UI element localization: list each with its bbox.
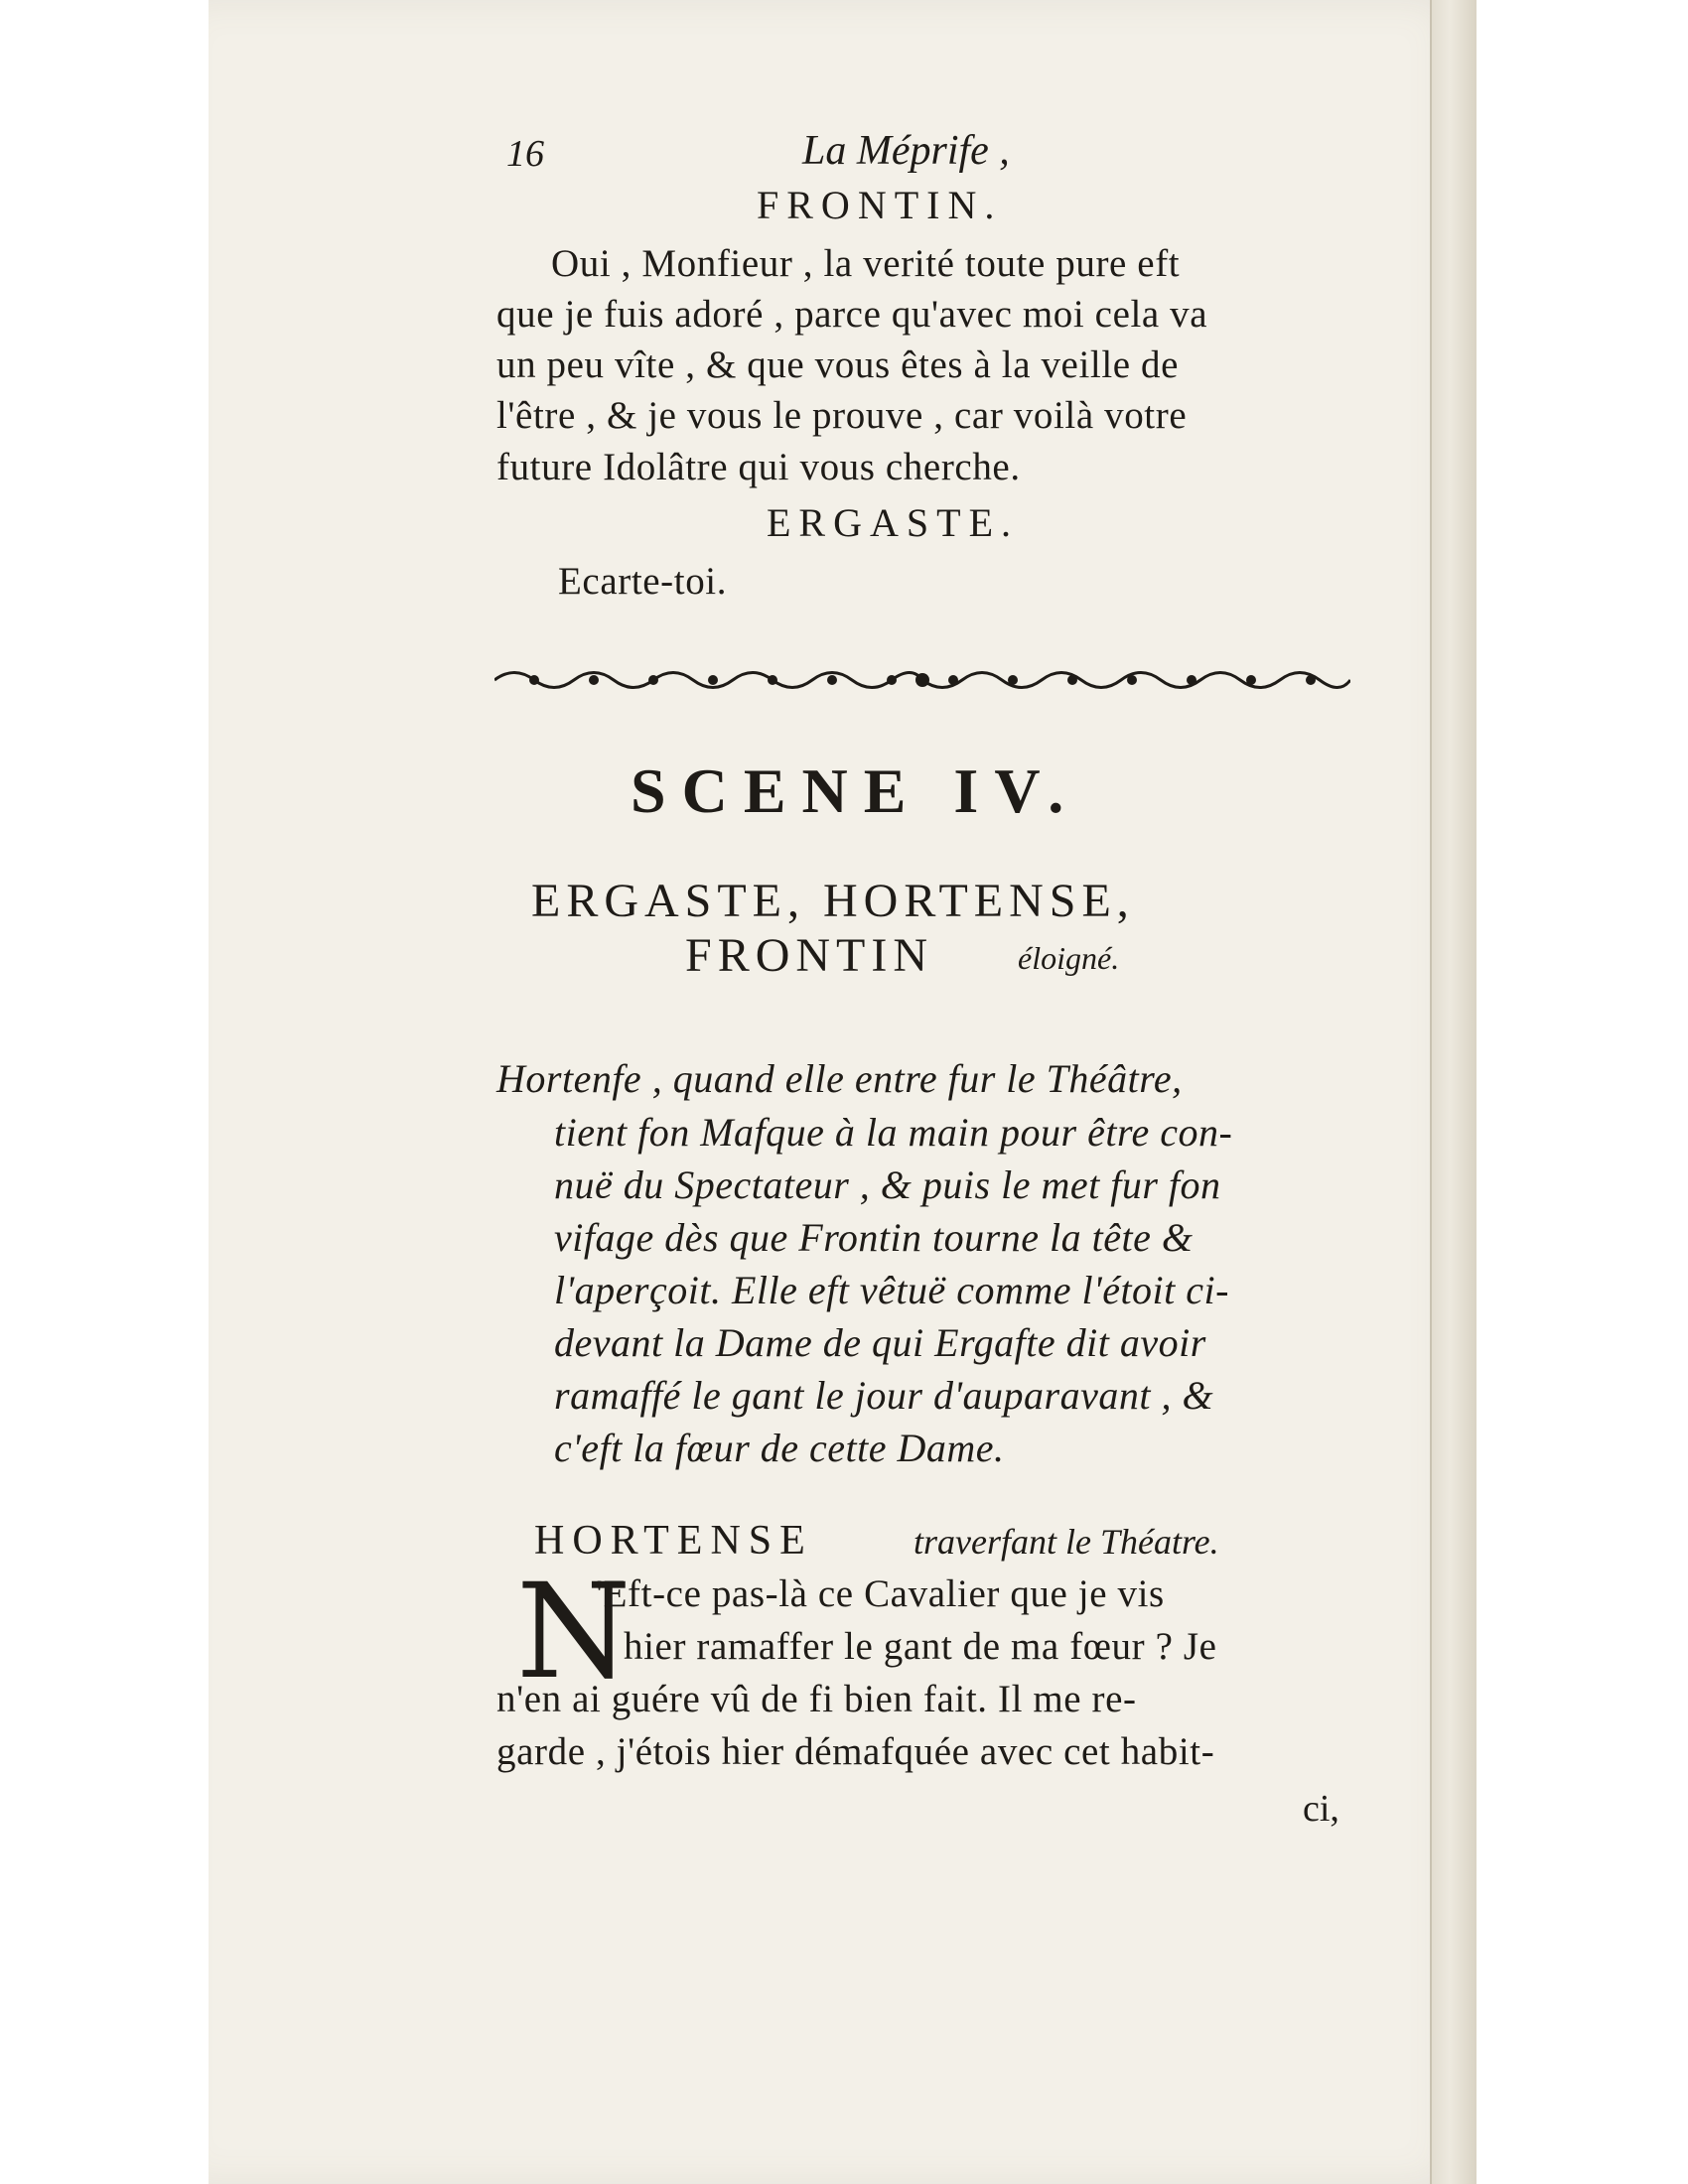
- stage-direction-line: Hortenfe , quand elle entre fur le Théâtre,: [496, 1056, 1183, 1101]
- text-line: Ecarte-toi.: [558, 560, 728, 603]
- speaker-note: traverfant le Théatre.: [914, 1522, 1219, 1562]
- character-note: éloigné.: [1018, 940, 1120, 976]
- scene-title: SCENE IV.: [631, 755, 1080, 826]
- text-line: que je fuis adoré , parce qu'avec moi cela va: [496, 293, 1208, 336]
- stage-direction-line: l'aperçoit. Elle eft vêtuë comme l'étoit ci-: [554, 1268, 1229, 1312]
- drop-cap: N: [516, 1556, 632, 1708]
- stage-direction-line: devant la Dame de qui Ergafte dit avoir: [554, 1320, 1206, 1365]
- text-line: 'Eft-ce pas-là ce Cavalier que je vis: [596, 1572, 1165, 1615]
- adjacent-page-edge: [1430, 0, 1477, 2184]
- speaker-frontin: FRONTIN.: [757, 183, 1003, 227]
- running-title: La Méprife ,: [802, 128, 1010, 174]
- page-number: 16: [506, 133, 544, 175]
- text-line: n'en ai guére vû de fi bien fait. Il me re-: [496, 1678, 1137, 1720]
- text-line: hier ramaffer le gant de ma fœur ? Je: [624, 1625, 1217, 1668]
- stage-direction-line: nuë du Spectateur , & puis le met fur fon: [554, 1162, 1221, 1207]
- stage-direction-line: ramaffé le gant le jour d'auparavant , &: [554, 1373, 1214, 1418]
- speaker-ergaste: ERGASTE.: [767, 500, 1019, 545]
- stage-direction-line: tient fon Mafque à la main pour être con-: [554, 1110, 1233, 1155]
- text-line: future Idolâtre qui vous cherche.: [496, 446, 1021, 488]
- text-line: Oui , Monfieur , la verité toute pure eft: [551, 242, 1181, 285]
- text-line: l'être , & je vous le prouve , car voilà votre: [496, 394, 1188, 437]
- text-line: garde , j'étois hier démafquée avec cet habit-: [496, 1730, 1215, 1773]
- character-list: ERGASTE, HORTENSE,: [531, 875, 1135, 927]
- stage-direction-line: vifage dès que Frontin tourne la tête &: [554, 1215, 1194, 1260]
- speaker-hortense: HORTENSE: [534, 1518, 813, 1564]
- ornamental-divider: [494, 665, 1350, 695]
- stage-direction-line: c'eft la fœur de cette Dame.: [554, 1426, 1005, 1470]
- character-list-continued: FRONTIN: [685, 929, 934, 982]
- catchword: ci,: [1303, 1788, 1339, 1830]
- text-line: un peu vîte , & que vous êtes à la veille de: [496, 343, 1180, 386]
